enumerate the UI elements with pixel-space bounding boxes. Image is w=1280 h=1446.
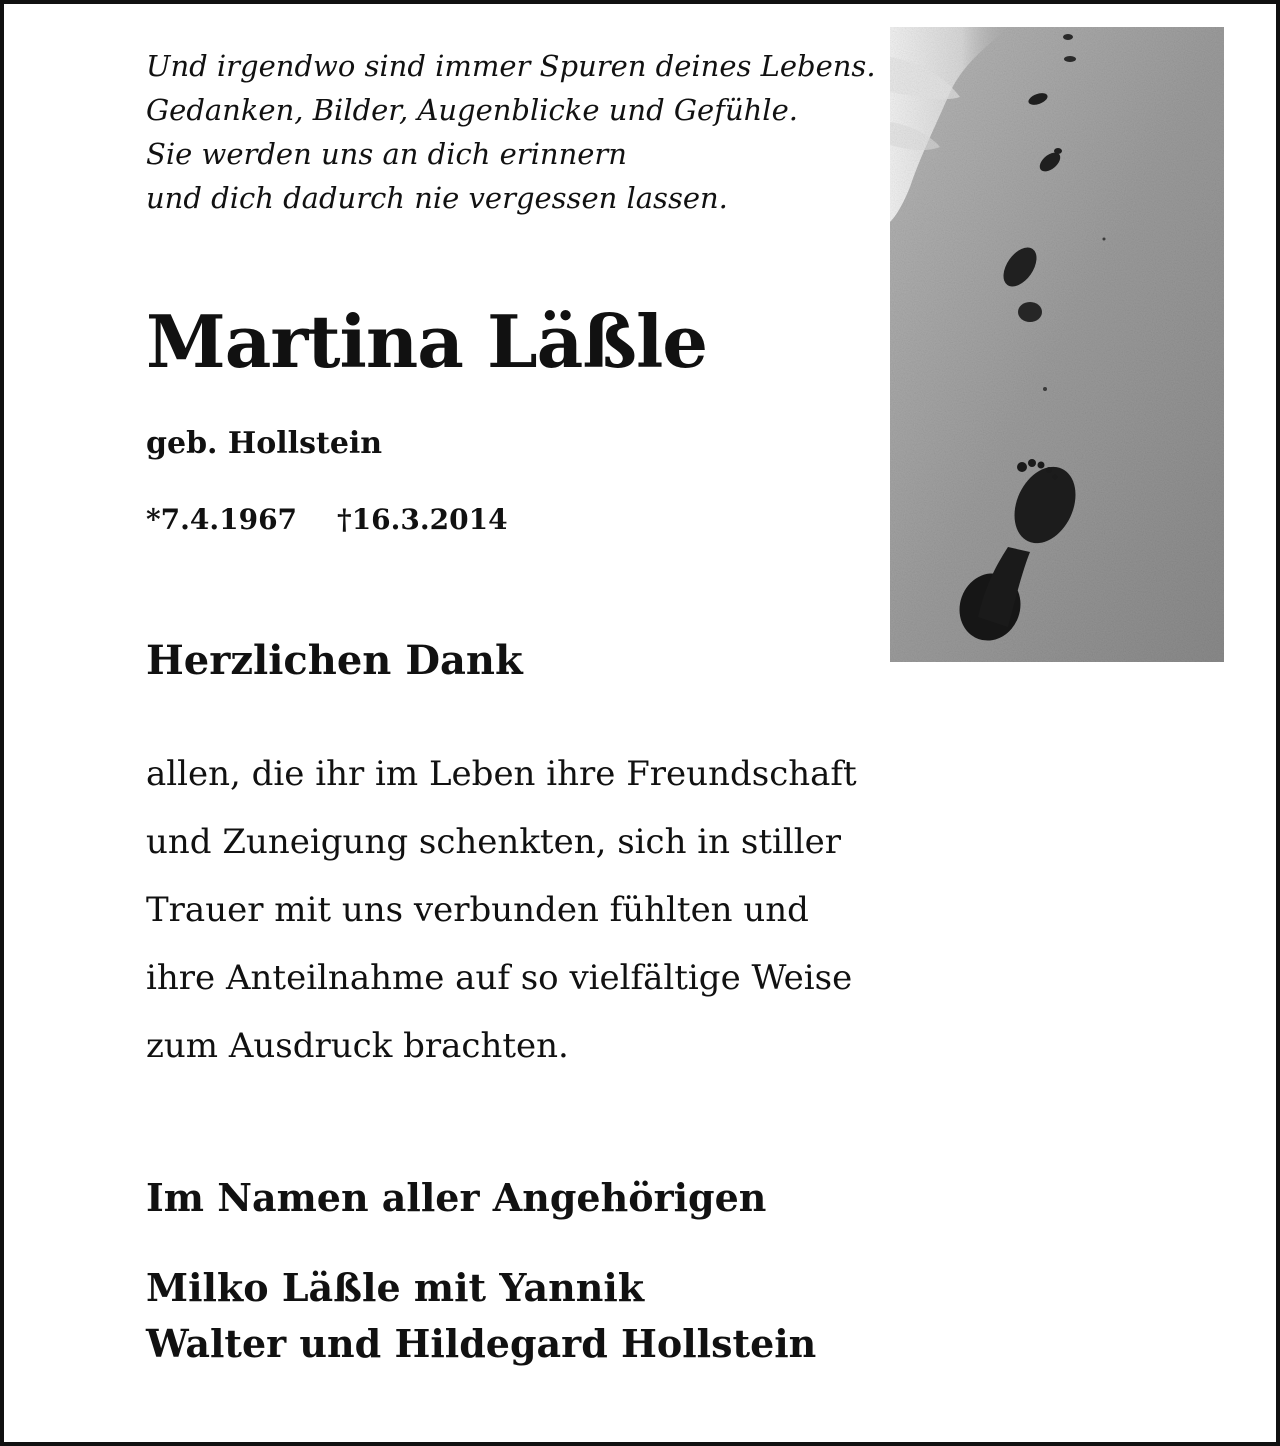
thanks-line: zum Ausdruck brachten.: [146, 1026, 569, 1066]
signers: [146, 1260, 816, 1372]
poem-line: Und irgendwo sind immer Spuren deines Lebens.: [146, 49, 876, 83]
life-dates: [146, 500, 508, 540]
thanks-line: Trauer mit uns verbunden fühlten und: [146, 890, 809, 930]
poem-line: Sie werden uns an dich erinnern: [146, 137, 627, 171]
thanks-line: allen, die ihr im Leben ihre Freundschaft: [146, 754, 857, 794]
birth-date: *7.4.1967: [146, 503, 298, 536]
memorial-poem: [146, 44, 886, 220]
death-date: †16.3.2014: [337, 503, 508, 536]
footprints-photo: [890, 27, 1224, 662]
poem-line: Gedanken, Bilder, Augenblicke und Gefühle.: [146, 93, 798, 127]
closing-line: Im Namen aller Angehörigen: [146, 1175, 767, 1220]
maiden-name: geb. Hollstein: [146, 426, 383, 461]
signer-name: Milko Läßle mit Yannik: [146, 1265, 645, 1310]
poem-line: und dich dadurch nie vergessen lassen.: [146, 181, 728, 215]
thanks-text: [146, 740, 946, 1080]
thanks-heading: Herzlichen Dank: [146, 637, 523, 684]
signer-name: Walter und Hildegard Hollstein: [146, 1321, 817, 1366]
thanks-line: und Zuneigung schenkten, sich in stiller: [146, 822, 841, 862]
thanks-line: ihre Anteilnahme auf so vielfältige Weise: [146, 958, 853, 998]
deceased-name: Martina Läßle: [146, 299, 708, 384]
